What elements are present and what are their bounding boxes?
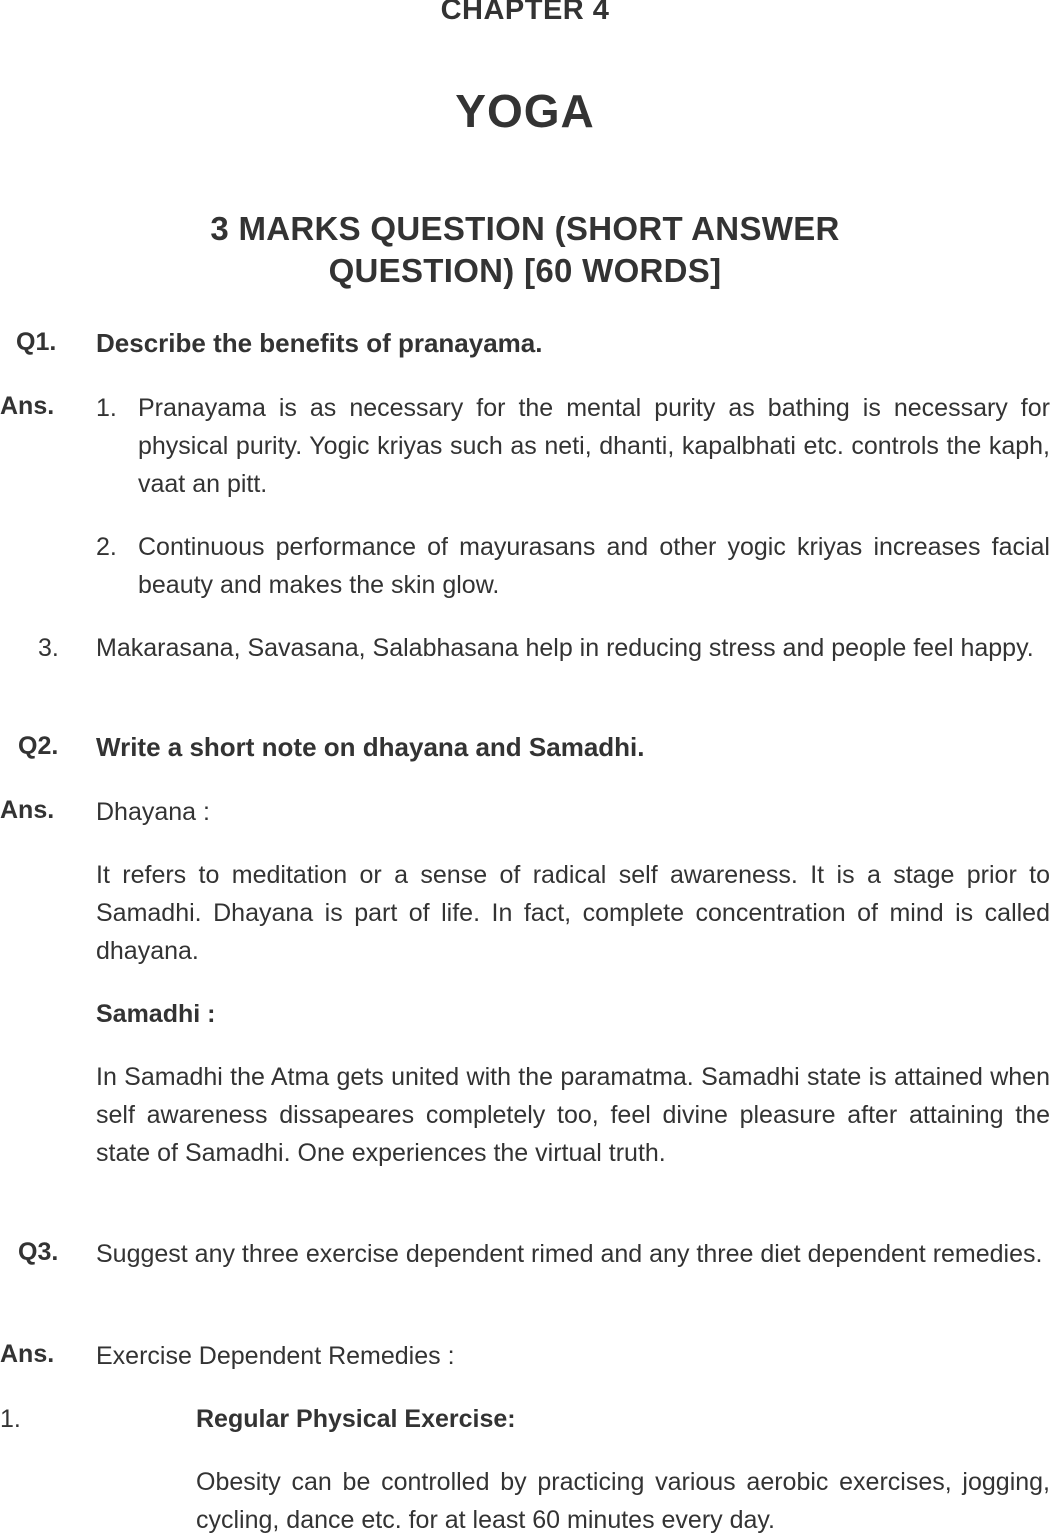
q1-point-2-text: Continuous performance of mayurasans and other yogic kriyas increases facial beauty and makes the skin glow.: [138, 533, 1050, 599]
q1-point-3-content: Makarasana, Savasana, Salabhasana help in reducing stress and people feel happy.: [96, 634, 1034, 662]
q1-question: Describe the benefits of pranayama.: [96, 328, 543, 358]
section-heading-line1: 3 MARKS QUESTION (SHORT ANSWER: [210, 210, 840, 247]
q2-question: Write a short note on dhayana and Samadhi.: [96, 732, 645, 762]
q1-ans-label: Ans.: [0, 392, 55, 420]
q1-point-1-text: Pranayama is as necessary for the mental purity as bathing is necessary for physical purity. Yogic kriyas such as neti, dhanti, kapalbhati etc. controls the kaph, vaat an pitt.: [138, 394, 1050, 498]
samadhi-text: In Samadhi the Atma gets united with the paramatma. Samadhi state is attained when self awareness dissapeares completely too, feel divine pleasure after attaining the state of Samadhi. One experiences the virtual truth.: [96, 1063, 1050, 1167]
q3-label: Q3.: [18, 1238, 59, 1266]
q2-label: Q2.: [18, 732, 59, 760]
q3-question: Suggest any three exercise dependent rimed and any three diet dependent remedies.: [96, 1240, 1043, 1268]
q3-ans-heading: Exercise Dependent Remedies :: [96, 1342, 455, 1370]
section-heading-line2: QUESTION) [60 WORDS]: [328, 252, 722, 289]
q3-item1-num: 1.: [0, 1405, 21, 1433]
q1-point-2-num: 2.: [96, 533, 117, 561]
page-title: YOGA: [455, 85, 595, 137]
q1-label: Q1.: [16, 328, 57, 356]
q2-ans-label: Ans.: [0, 796, 55, 824]
section-heading: [0, 208, 1050, 292]
samadhi-heading: Samadhi :: [96, 1000, 216, 1028]
q1-point-1-num: 1.: [96, 394, 117, 422]
dhayana-text: It refers to meditation or a sense of radical self awareness. It is a stage prior to Samadhi. Dhayana is part of life. In fact, complete concentration of mind is called dhayana.: [96, 861, 1050, 965]
q1-point-3-text: [96, 629, 1050, 667]
chapter-label: CHAPTER 4: [440, 0, 610, 26]
q3-item1-heading: Regular Physical Exercise:: [196, 1405, 516, 1433]
q3-item1-text: Obesity can be controlled by practicing various aerobic exercises, jogging, cycling, dance etc. for at least 60 minutes every day.: [196, 1468, 1050, 1534]
q3-ans-label: Ans.: [0, 1340, 55, 1368]
dhayana-heading: Dhayana :: [96, 798, 210, 826]
q1-point-3-num: 3.: [38, 634, 59, 662]
